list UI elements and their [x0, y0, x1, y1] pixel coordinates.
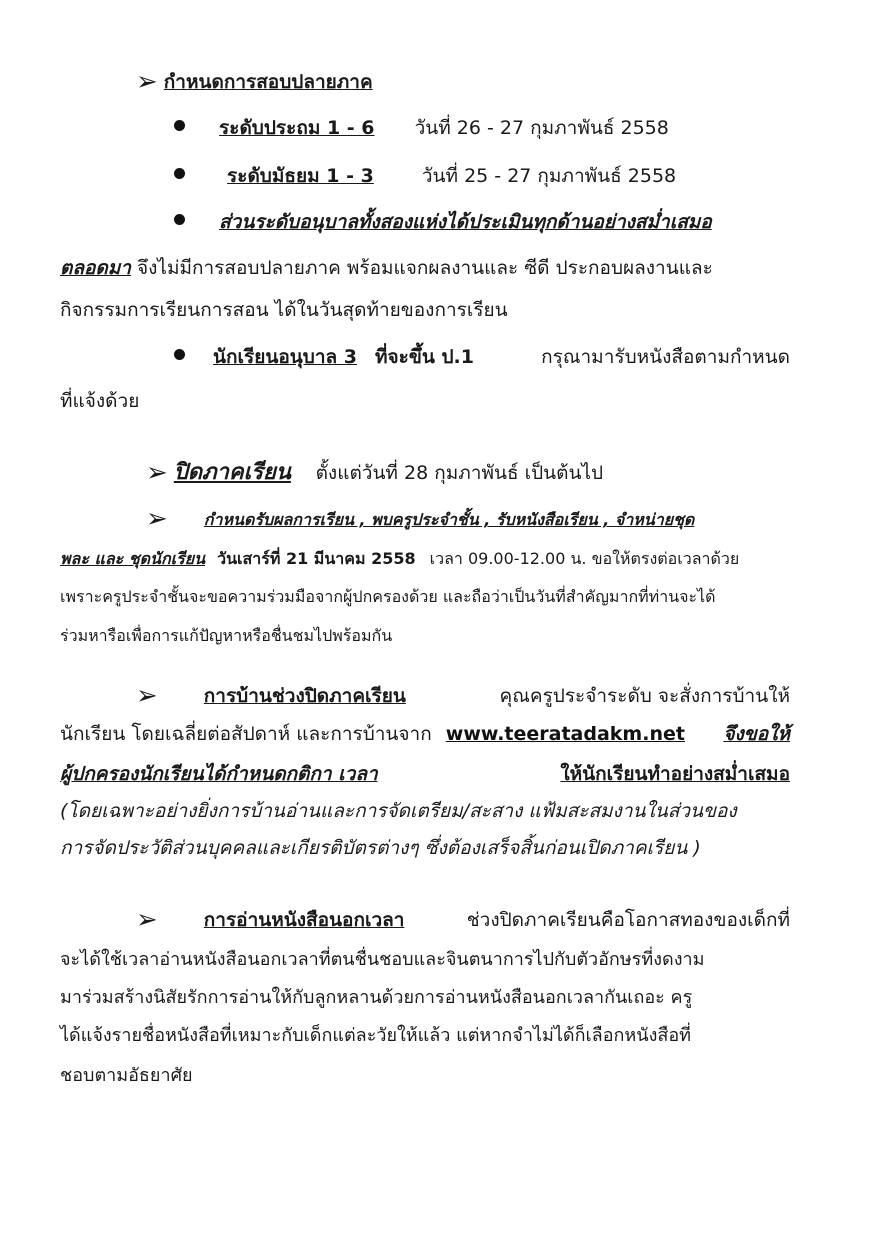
homework-ask2a: ผู้ปกครองนักเรียนได้กำหนดกติกา เวลา	[60, 763, 378, 785]
k3-bold: ที่จะขึ้น ป.1	[375, 346, 474, 368]
results-date: วันเสาร์ที่ 21 มีนาคม 2558	[217, 549, 416, 568]
homework-note1: (โดยเฉพาะอย่างยิ่งการบ้านอ่านและการจัดเตรียม/สะสาง แฟ้มสะสมงานในส่วนของ	[60, 800, 737, 822]
kinder-label: ส่วนระดับอนุบาลทั้งสองแห่งได้ประเมินทุกด้านอย่างสม่ำเสมอ	[219, 211, 712, 233]
results-line2	[60, 544, 739, 573]
close-label: ปิดภาคเรียน	[173, 460, 291, 485]
bullet-icon	[174, 120, 185, 131]
results-line3: เพราะครูประจำชั้นจะขอความร่วมมือจากผู้ปกครองด้วย และถือว่าเป็นวันที่สำคัญมากที่ท่านจะได้	[60, 587, 716, 606]
bullet-icon	[174, 349, 185, 360]
secondary-exam-line	[174, 162, 676, 190]
reading-line2: จะได้ใช้เวลาอ่านหนังสือนอกเวลาที่ตนชื่นชอบและจินตนาการไปกับตัวอักษรที่งดงาม	[60, 949, 705, 970]
reading-line4: ได้แจ้งรายชื่อหนังสือที่เหมาะกับเด็กแต่ละวัยให้แล้ว แต่หากจำไม่ได้ก็เลือกหนังสือที่	[60, 1025, 692, 1046]
k3-line	[174, 343, 790, 371]
results-label1: กำหนดรับผลการเรียน , พบครูประจำชั้น , รับหนังสือเรียน , จำหน่ายชุด	[203, 510, 695, 529]
homework-ask: จึงขอให้	[723, 723, 790, 745]
homework-ask2b: ให้นักเรียนทำอย่างสม่ำเสมอ	[560, 763, 790, 785]
reading-text1: ช่วงปิดภาคเรียนคือโอกาสทองของเด็กที่	[466, 909, 790, 931]
close-text: ตั้งแต่วันที่ 28 กุมภาพันธ์ เป็นต้นไป	[315, 462, 604, 484]
kinder-text1: จึงไม่มีการสอบปลายภาค พร้อมแจกผลงานและ ซีดี ประกอบผลงานและ	[130, 257, 713, 279]
exam-heading-line	[136, 68, 373, 96]
arrow-bullet-icon: ➢	[146, 458, 168, 488]
kinder-label-continued: ตลอดมา	[60, 257, 131, 279]
kinder-text-line1	[60, 254, 790, 282]
primary-exam-line	[174, 114, 669, 142]
k3-text: กรุณามารับหนังสือตามกำหนด	[541, 346, 790, 368]
arrow-bullet-icon: ➢	[136, 681, 158, 711]
homework-line1	[136, 682, 790, 710]
exam-heading: กำหนดการสอบปลายภาค	[163, 71, 373, 93]
homework-text2: นักเรียน โดยเฉลี่ยต่อสัปดาห์ และการบ้านจาก	[60, 723, 432, 745]
results-line4: ร่วมหารือเพื่อการแก้ปัญหาหรือชื่นชมไปพร้อมกัน	[60, 626, 393, 645]
secondary-date: วันที่ 25 - 27 กุมภาพันธ์ 2558	[421, 165, 677, 187]
secondary-label: ระดับมัธยม 1 - 3	[227, 165, 374, 187]
bullet-icon	[174, 214, 185, 225]
homework-text1: คุณครูประจำระดับ จะสั่งการบ้านให้	[499, 685, 790, 707]
arrow-bullet-icon: ➢	[136, 67, 158, 97]
homework-url-link[interactable]: www.teeratadakm.net	[445, 723, 685, 745]
k3-text-line2: ที่แจ้งด้วย	[60, 390, 140, 412]
reading-label: การอ่านหนังสือนอกเวลา	[203, 909, 405, 931]
homework-note2: การจัดประวัติส่วนบุคคลและเกียรติบัตรต่างๆ ซึ่งต้องเสร็จสิ้นก่อนเปิดภาคเรียน )	[60, 837, 701, 859]
homework-label: การบ้านช่วงปิดภาคเรียน	[203, 685, 406, 707]
homework-line2	[60, 720, 790, 748]
bullet-icon	[174, 168, 185, 179]
reading-line1	[136, 906, 790, 934]
kinder-line	[174, 208, 712, 236]
arrow-bullet-icon: ➢	[146, 504, 168, 534]
reading-line3: มาร่วมสร้างนิสัยรักการอ่านให้กับลูกหลานด้วยการอ่านหนังสือนอกเวลากันเถอะ ครู	[60, 987, 693, 1008]
kinder-text-line2: กิจกรรมการเรียนการสอน ได้ในวันสุดท้ายของการเรียน	[60, 299, 508, 321]
results-label2: พละ และ ชุดนักเรียน	[60, 549, 206, 568]
reading-line5: ชอบตามอัธยาศัย	[60, 1065, 193, 1086]
primary-label: ระดับประถม 1 - 6	[219, 117, 375, 139]
close-line	[146, 458, 603, 487]
primary-date: วันที่ 26 - 27 กุมภาพันธ์ 2558	[414, 117, 669, 139]
k3-label: นักเรียนอนุบาล 3	[213, 346, 357, 368]
homework-line3	[60, 760, 790, 788]
arrow-bullet-icon: ➢	[136, 905, 158, 935]
results-time: เวลา 09.00-12.00 น. ขอให้ตรงต่อเวลาด้วย	[429, 549, 740, 568]
results-line1	[146, 505, 694, 534]
